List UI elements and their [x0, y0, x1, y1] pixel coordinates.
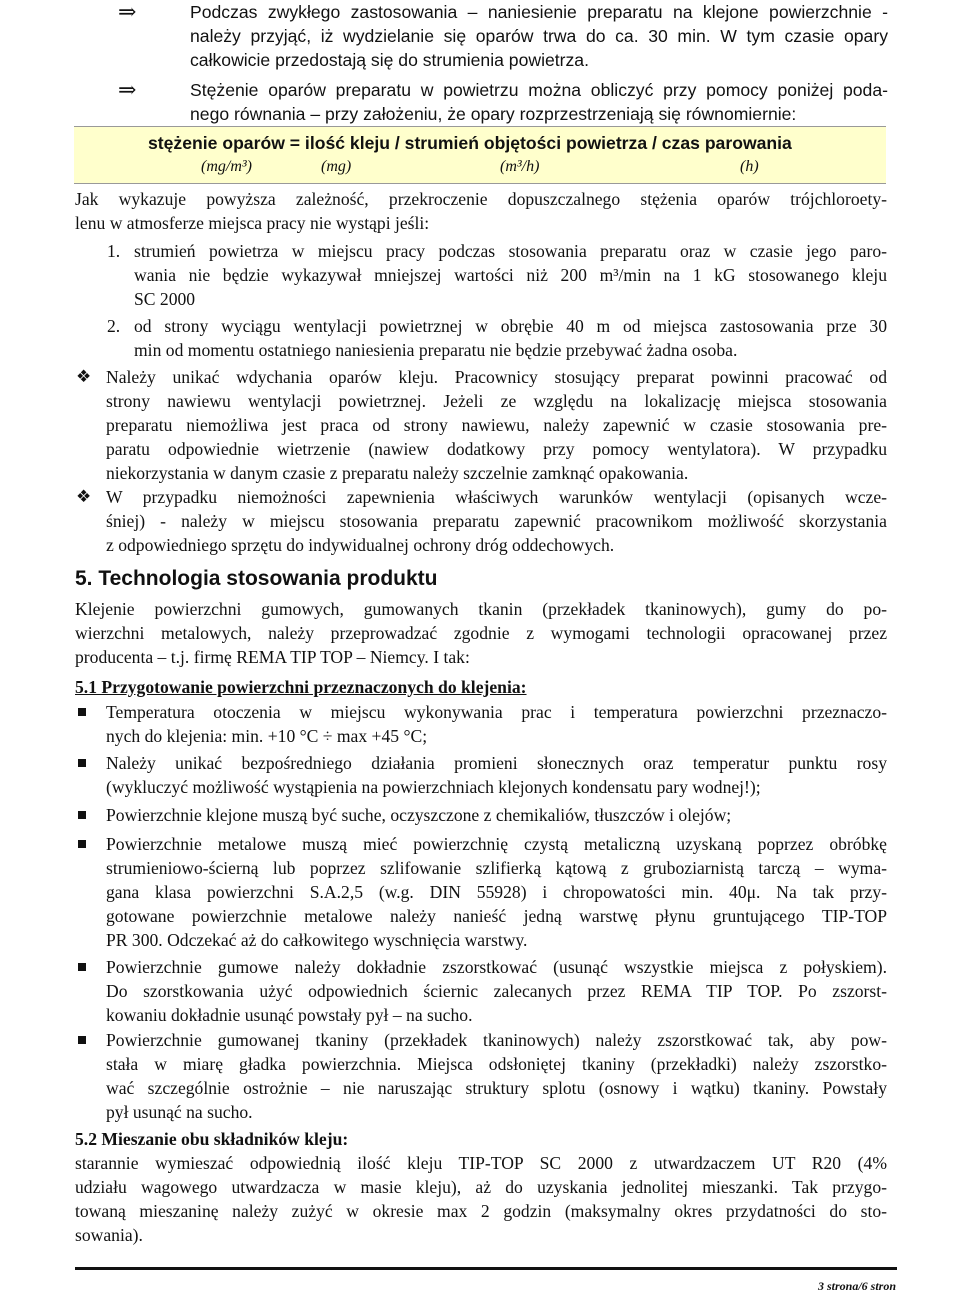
text-line: Należy unikać wdychania oparów kleju. Pracownicy stosujący preparat powinni pracować od	[106, 367, 887, 387]
text-line: Należy unikać bezpośredniego działania promieni słonecznych oraz temperatur punktu rosy	[106, 753, 887, 773]
text-line: W przypadku niemożności zapewnienia właściwych warunków wentylacji (opisanych wcze-	[106, 487, 887, 507]
page-counter: 3 strona/6 stron	[817, 1279, 896, 1293]
text-line: strumieniowo-ścierną lub poprzez szlifowanie szlifierką kątową z gruboziarnistą tarczą – wyma-	[106, 858, 887, 878]
text-line: Temperatura otoczenia w miejscu wykonywania prac i temperatura powierzchni przeznaczo-	[106, 702, 887, 722]
bullet-item-5	[106, 955, 887, 1027]
text-line: Do szorstkowania użyć odpowiednich ściernic zalecanych przez REMA TIP TOP. Po zszorst-	[106, 981, 887, 1001]
bullet-item-2	[106, 751, 887, 799]
text-line: Powierzchnie metalowe muszą mieć powierzchnię czystą metaliczną uzyskaną poprzez obróbkę	[106, 834, 887, 854]
formula-unit-4: (h)	[740, 158, 759, 175]
text-line: nego równania – przy założeniu, że opary rozprzestrzeniają się równomiernie:	[190, 104, 797, 124]
text-line: producenta – t.j. firmę REMA TIP TOP – Niemcy. I tak:	[75, 647, 470, 667]
arrow-bullet-icon: ⇒	[118, 0, 137, 24]
square-bullet-icon	[78, 1036, 86, 1044]
text-line: Powierzchnie gumowanej tkaniny (przekładek tkaninowych) należy zszorstkować tak, aby pow-	[106, 1030, 887, 1050]
formula-unit-2: (mg)	[321, 158, 352, 175]
list-number: 2.	[107, 316, 121, 336]
text-line: preparatu niemożliwa jest praca od strony nawiewu, należy zapewnić w czasie stosowania pre-	[106, 415, 887, 435]
text-line: Podczas zwykłego zastosowania – naniesienie preparatu na klejone powierzchnie -	[190, 2, 888, 22]
diamond-bullet-icon: ❖	[76, 487, 92, 506]
bullet-item-1	[106, 700, 887, 748]
square-bullet-icon	[78, 759, 86, 767]
text-line: niekorzystania w danym czasie z preparatu należy szczelnie zamknąć opakowania.	[106, 463, 689, 483]
footer-rule	[75, 1267, 897, 1270]
text-line: od strony wyciągu wentylacji powietrznej w obrębie 40 m od miejsca zastosowania prze 30	[134, 316, 887, 336]
numbered-item-2	[134, 314, 887, 362]
text-line: udziału wagowego utwardzacza w masie kleju), aż do uzyskania jednolitej mieszanki. Tak przygo-	[75, 1177, 887, 1197]
intro-paragraph	[75, 187, 887, 235]
text-line: Jak wykazuje powyższa zależność, przekroczenie dopuszczalnego stężenia oparów trójchloroety-	[75, 189, 887, 209]
square-bullet-icon	[78, 811, 86, 819]
text-line: Powierzchnie gumowe należy dokładnie zszorstkować (usunąć wszystkie miejsca z połyskiem).	[106, 957, 887, 977]
text-line: kowaniu dokładnie usunąć powstały pył – na sucho.	[106, 1005, 473, 1025]
numbered-item-1	[134, 239, 887, 311]
formula-unit-1: (mg/m³)	[201, 158, 253, 175]
text-line: paratu odpowiednie wietrzenie (nawiew dodatkowy przy pomocy wentylatora). W przypadku	[106, 439, 887, 459]
text-line: należy przyjąć, iż wydzielanie się oparów trwa do ca. 30 min. W tym czasie opary	[190, 26, 888, 46]
section-5-intro	[75, 597, 887, 669]
text-line: strony nawiewu wentylacji powietrznej. Jeżeli ze względu na lokalizację miejsca stosowania	[106, 391, 887, 411]
arrow-item-2	[190, 78, 888, 126]
section-5-1-title: 5.1 Przygotowanie powierzchni przeznaczonych do klejenia:	[75, 677, 527, 697]
text-line: wierzchni metalowych, należy przeprowadzać zgodnie z wymogami technologii opracowanej przez	[75, 623, 887, 643]
bullet-item-6	[106, 1028, 887, 1124]
text-line: lenu w atmosferze miejsca pracy nie wystąpi jeśli:	[75, 213, 430, 233]
list-number: 1.	[107, 241, 121, 261]
text-line: całkowicie przedostają się do strumienia powietrza.	[190, 50, 589, 70]
bullet-item-3	[106, 803, 887, 827]
text-line: wać szczególnie ostrożnie – nie naruszając struktury splotu (osnowy i wątku) tkaniny. Powstały	[106, 1078, 887, 1098]
section-5-2-text	[75, 1151, 887, 1247]
section-5-2-title: 5.2 Mieszanie obu składników kleju:	[75, 1129, 349, 1149]
square-bullet-icon	[78, 963, 86, 971]
text-line: stała w miarę gładka powierzchnia. Miejsca odsłoniętej tkaniny (przekładki) należy zszorstko-	[106, 1054, 887, 1074]
arrow-item-1	[190, 0, 888, 72]
diamond-item-2	[106, 485, 887, 557]
bullet-item-4	[106, 832, 887, 952]
formula-unit-3: (m³/h)	[500, 158, 540, 175]
text-line: z odpowiedniego sprzętu do indywidualnej ochrony dróg oddechowych.	[106, 535, 615, 555]
text-line: gotowane powierzchnie metalowe należy nanieść jedną warstwę płynu gruntującego TIP-TOP	[106, 906, 887, 926]
formula-text: stężenie oparów = ilość kleju / strumień objętości powietrza / czas parowania	[148, 133, 792, 153]
text-line: Stężenie oparów preparatu w powietrzu można obliczyć przy pomocy poniżej poda-	[190, 80, 888, 100]
text-line: sowania).	[75, 1225, 143, 1245]
square-bullet-icon	[78, 840, 86, 848]
arrow-bullet-icon: ⇒	[118, 77, 137, 102]
text-line: min od momentu ostatniego naniesienia preparatu nie będzie przebywać żadna osoba.	[134, 340, 738, 360]
text-line: (wykluczyć możliwość wystąpienia na powierzchniach klejonych kondensatu pary wodnej!);	[106, 777, 761, 797]
diamond-bullet-icon: ❖	[76, 367, 92, 386]
text-line: strumień powietrza w miejscu pracy podczas stosowania preparatu oraz w czasie jego paro-	[134, 241, 887, 261]
text-line: PR 300. Odczekać aż do całkowitego wyschnięcia warstwy.	[106, 930, 528, 950]
section-5-title: 5. Technologia stosowania produktu	[75, 567, 438, 590]
text-line: towaną mieszaninę należy zużyć w okresie max 2 godzin (maksymalny okres przydatności do sto-	[75, 1201, 887, 1221]
diamond-item-1	[106, 365, 887, 485]
text-line: Powierzchnie klejone muszą być suche, oczyszczone z chemikaliów, tłuszczów i olejów;	[106, 805, 732, 825]
square-bullet-icon	[78, 708, 86, 716]
text-line: wania nie będzie wykazywał mniejszej wartości niż 200 m³/min na 1 kG stosowanego kleju	[134, 265, 887, 285]
text-line: gana klasa powierzchni S.A.2,5 (w.g. DIN 55928) i chropowatości min. 40μ. Na tak przy-	[106, 882, 887, 902]
text-line: śniej) - należy w miejscu stosowania preparatu zapewnić pracownikom możliwość skorzystania	[106, 511, 887, 531]
text-line: pył usunąć na sucho.	[106, 1102, 253, 1122]
text-line: Klejenie powierzchni gumowych, gumowanych tkanin (przekładek tkaninowych), gumy do po-	[75, 599, 887, 619]
text-line: nych do klejenia: min. +10 °C ÷ max +45 °C;	[106, 726, 428, 746]
text-line: starannie wymieszać odpowiednią ilość kleju TIP-TOP SC 2000 z utwardzaczem UT R20 (4%	[75, 1153, 887, 1173]
text-line: SC 2000	[134, 289, 196, 309]
